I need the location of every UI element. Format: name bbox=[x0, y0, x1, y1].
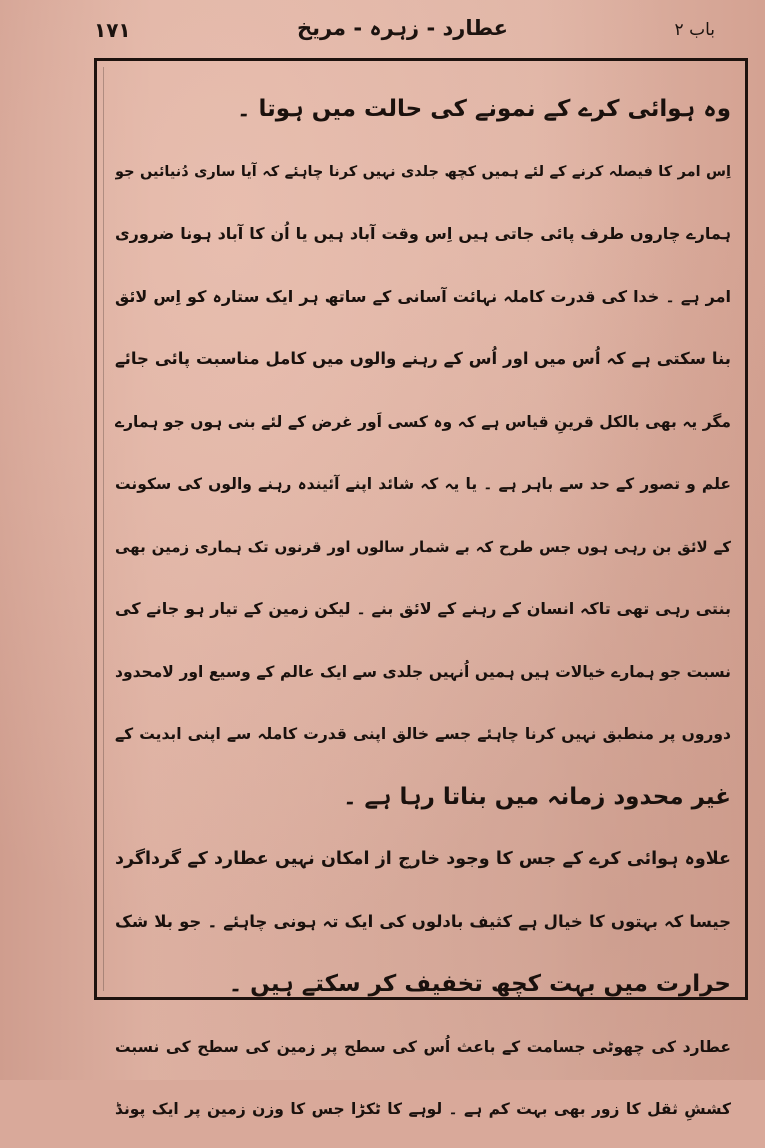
text-line: غیر محدود زمانہ میں بناتا رہا ہے ۔ bbox=[343, 783, 731, 810]
running-title: عطارد - زہرہ - مریخ bbox=[296, 16, 509, 40]
text-line: علم و تصور کے حد سے باہر ہے ۔ یا یہ کہ شائد اپنے آئیندہ رہنے والوں کی سکونت bbox=[115, 475, 731, 493]
body-text bbox=[115, 85, 731, 1148]
text-line: عطارد کی چھوٹی جسامت کے باعث اُس کی سطح پر زمین کی سطح کی نسبت bbox=[115, 1037, 731, 1056]
text-frame bbox=[94, 58, 748, 1118]
text-line: حرارت میں بہت کچھ تخفیف کر سکتے ہیں ۔ bbox=[228, 971, 731, 997]
page-number: ۱۷۱ bbox=[94, 18, 131, 42]
text-line: بنا سکتی ہے کہ اُس میں اور اُس کے رہنے والوں میں کامل مناسبت پائی جائے bbox=[115, 349, 731, 368]
text-line: دوروں پر منطبق نہیں کرنا چاہئے جسے خالق اپنی قدرت کاملہ سے اپنی ابدیت کے bbox=[115, 725, 731, 743]
chapter-label: باب ۲ bbox=[674, 20, 715, 40]
text-line: نسبت جو ہمارے خیالات ہیں ہمیں اُنہیں جلدی سے ایک عالم کے وسیع اور لامحدود bbox=[115, 662, 731, 681]
text-line: ہمارے چاروں طرف پائی جاتی ہیں اِس وقت آباد ہیں یا اُن کا آباد ہونا ضروری bbox=[115, 224, 731, 243]
text-line: وہ ہوائی کرے کے نمونے کی حالت میں ہوتا ۔ bbox=[237, 96, 731, 122]
text-line: مگر یہ بھی بالکل قرینِ قیاس ہے کہ وہ کسی اَور غرض کے لئے بنی ہوں جو ہمارے bbox=[115, 412, 731, 431]
text-line: کششِ ثقل کا زور بھی بہت کم ہے ۔ لوہے کا ٹکڑا جس کا وزن زمین پر ایک پونڈ bbox=[115, 1100, 731, 1118]
page-header bbox=[80, 14, 725, 48]
text-line: اِس امر کا فیصلہ کرنے کے لئے ہمیں کچھ جلدی نہیں کرنا چاہئے کہ آیا ساری دُنیائیں جو bbox=[115, 163, 731, 180]
text-line: کے لائق بن رہی ہوں جس طرح کہ بے شمار سالوں اور قرنوں تک ہماری زمین بھی bbox=[115, 537, 731, 556]
text-line: جیسا کہ بہتوں کا خیال ہے کثیف بادلوں کی ایک تہ ہونی چاہئے ۔ جو بلا شک bbox=[115, 911, 731, 931]
text-line: بنتی رہی تھی تاکہ انسان کے رہنے کے لائق بنے ۔ لیکن زمین کے تیار ہو جانے کی bbox=[115, 599, 731, 618]
text-line: امر ہے ۔ خدا کی قدرت کاملہ نہائت آسانی کے ساتھ ہر ایک ستارہ کو اِس لائق bbox=[115, 286, 731, 306]
text-line: علاوہ ہوائی کرے کے جس کا وجود خارج از امکان نہیں عطارد کے گرداگرد bbox=[115, 849, 731, 869]
